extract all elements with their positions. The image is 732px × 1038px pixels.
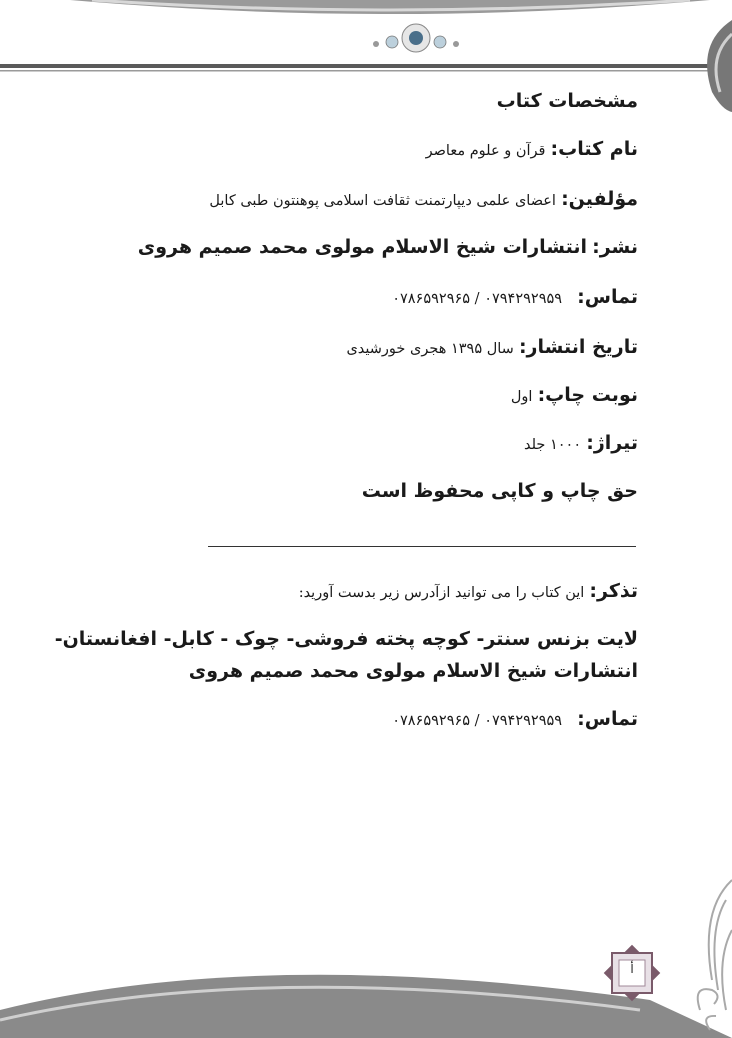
authors-value: اعضای علمی دیپارتمنت ثقافت اسلامی پوهنتون طبی کابل — [209, 193, 556, 209]
book-name-row — [426, 138, 638, 160]
contact-row — [392, 286, 638, 308]
publisher-label: نشر: — [592, 236, 638, 258]
authors-row — [209, 188, 638, 210]
authors-label: مؤلفین: — [561, 188, 638, 210]
note-label: تذکر: — [589, 580, 638, 602]
publisher-value: انتشارات شیخ الاسلام مولوی محمد صمیم هروی — [137, 236, 588, 258]
section-heading: مشخصات کتاب — [496, 90, 638, 112]
edition-row — [511, 384, 638, 406]
publish-date-row — [346, 336, 638, 358]
publish-date-value: سال ۱۳۹۵ هجری خورشیدی — [346, 341, 514, 357]
copyright-notice: حق چاپ و کاپی محفوظ است — [361, 480, 638, 502]
note-value: این کتاب را می توانید ازآدرس زیر بدست آورید: — [298, 585, 585, 601]
edition-value: اول — [510, 389, 533, 405]
book-name-label: نام کتاب: — [550, 138, 638, 160]
publisher-row — [138, 236, 638, 258]
contact-label: تماس: — [577, 286, 638, 308]
top-arc-ornament — [70, 0, 710, 14]
book-name-value: قرآن و علوم معاصر — [425, 143, 546, 159]
address-line-2: انتشارات شیخ الاسلام مولوی محمد صمیم هروی — [188, 660, 638, 682]
contact2-label: تماس: — [577, 708, 638, 730]
edition-label: نوبت چاپ: — [537, 384, 638, 406]
note-row — [299, 580, 638, 602]
top-medallion-icon — [373, 24, 459, 52]
contact2-row — [392, 708, 638, 730]
circulation-row — [524, 432, 638, 454]
header-rule — [0, 64, 712, 68]
contact2-value: ۰۷۹۴۲۹۲۹۵۹ / ۰۷۸۶۵۹۲۹۶۵ — [392, 713, 563, 729]
section-divider — [208, 546, 636, 547]
circulation-value: ۱۰۰۰ جلد — [524, 437, 582, 453]
publish-date-label: تاریخ انتشار: — [518, 336, 638, 358]
page-number: أ — [630, 962, 634, 976]
side-tab-ornament — [707, 20, 732, 112]
floral-corner-icon — [698, 880, 732, 1030]
address-line-1: لایت بزنس سنتر- کوچه پخته فروشی- چوک - کابل- افغانستان- — [54, 628, 638, 650]
circulation-label: تیراژ: — [586, 432, 638, 454]
contact-value: ۰۷۹۴۲۹۲۹۵۹ / ۰۷۸۶۵۹۲۹۶۵ — [392, 291, 563, 307]
